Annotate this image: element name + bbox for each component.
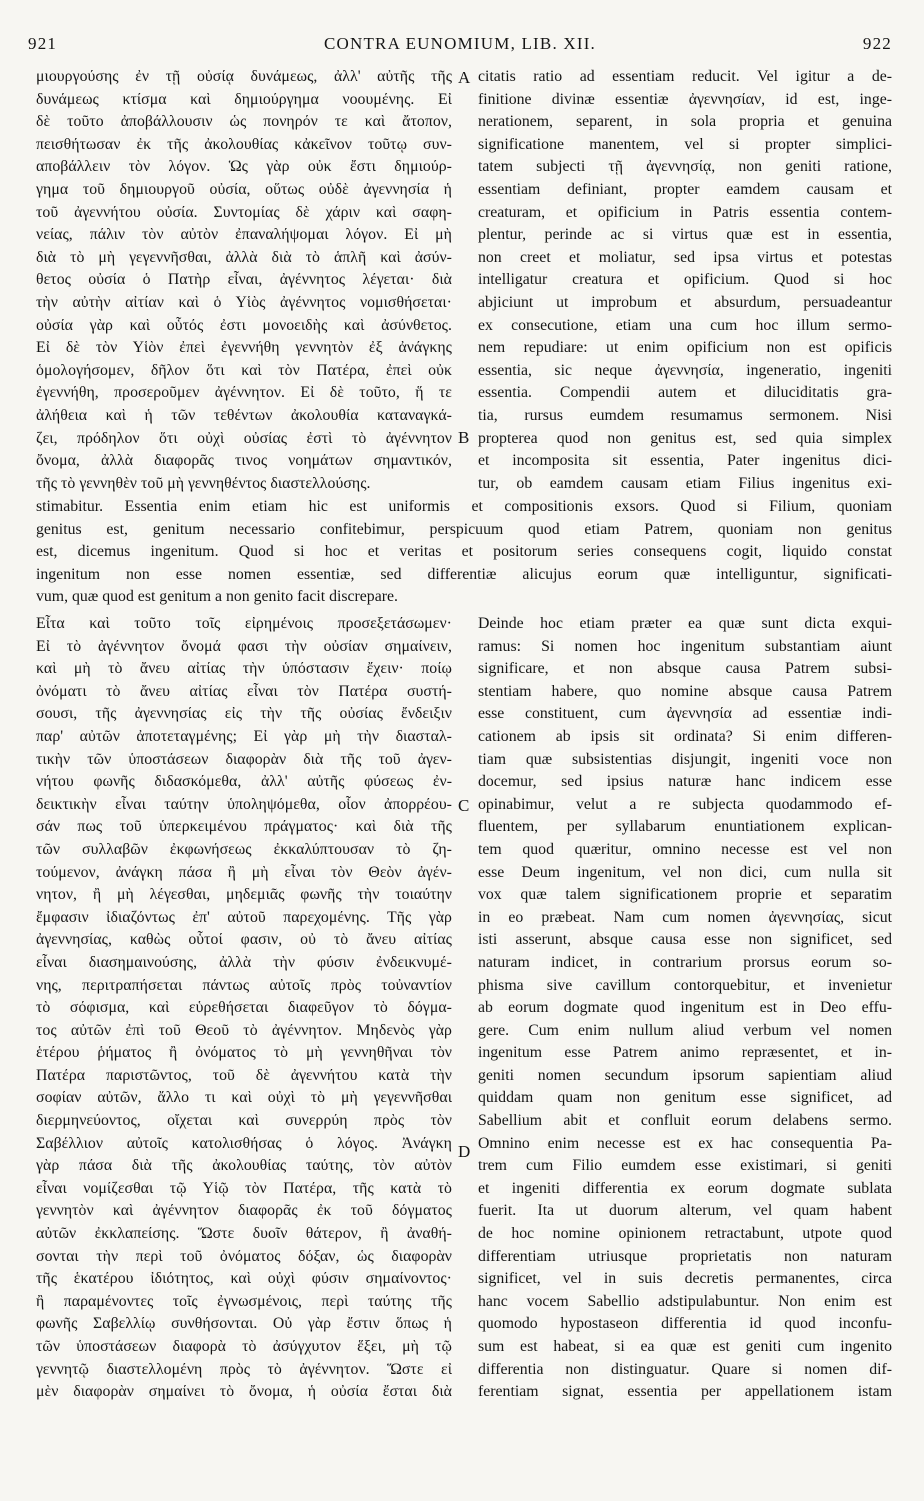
text-line: τοῦ ἀγεννήτου οὐσία. Συντομίας δὲ χάριν καὶ σαφη- [36,203,452,221]
text-line: differentiam utriusque proprietatis non naturam [478,1247,892,1265]
text-line: ramus: Si nomen hoc ingenitum substantiam aiunt [478,637,892,655]
text-line: νητον, ἢ μὴ λέγεσθαι, μηδεμιᾶς φωνῆς τὴν τοιαύτην [36,886,452,904]
text-line: διερμηνεύοντος, οἴχεται καὶ συνερρύη πρὸς τὸν [36,1112,452,1130]
text-line: θετος οὐσία ὁ Πατὴρ εἶναι, ἀγέννητος λέγεται· διὰ [36,271,452,289]
running-title: CONTRA EUNOMIUM, LIB. XII. [323,34,597,53]
text-line: ex consecutione, etiam una cum hoc illum sermo- [478,316,892,334]
text-line: quiddam quam non genitum esse significet, ad [478,1089,892,1107]
text-line: et incomposita sit essentia, Pater ingenitus dici- [478,452,892,470]
text-line: docemur, sed ipsius naturæ hanc indicem esse [478,773,892,791]
text-line: nerationem, separent, in sola propria et genuina [478,113,892,131]
text-line: τὸ σόφισμα, καὶ εὑρεθήσεται διαφεῦγον τὸ δόγμα- [36,999,452,1017]
text-line: nem repudiare: ut enim opificium non est opificis [478,339,892,357]
text-line: ἑτέρου ῥήματος ἢ ὀνόματος τὸ μὴ γεννηθῆναι τὸν [36,1044,452,1062]
text-line: cationem ab ipsis sit ordinata? Si enim differen- [478,727,892,745]
text-line: Εἰ δὲ τὸν Υἱὸν ἐπεὶ ἐγεννήθη γεννητὸν ἐξ ἀνάγκης [36,339,452,357]
text-line: φωνῆς Σαβελλίῳ συνθήσονται. Οὐ γὰρ ἔστιν ὅπως ἡ [36,1315,452,1333]
text-line: αὐτῶν ἐκκλαπείσης. Ὥστε δυοῖν θάτερον, ἢ ἀναθή- [36,1225,452,1243]
text-line: non creet et moliatur, sed ipsa virtus et potestas [478,248,892,266]
text-line: ferentiam signat, essentia per appellationem istam [478,1383,892,1401]
text-line: abjiciunt ut improbum et absurdum, persuadeantur [478,293,892,311]
top-latin-column [478,66,892,495]
text-line: γεννητὸν καὶ ἀγέννητον διαφορᾶς ἐκ τοῦ δόγματος [36,1202,452,1220]
text-line: ab eorum dogmate quod ingenitum est in Deo effu- [478,999,892,1017]
text-line: Omnino enim necesse est ex hac consequentia Pa- [478,1134,892,1152]
text-line: gere. Cum enim nullum aliud verbum vel nomen [478,1021,892,1039]
text-line: ingenitum non esse nomen essentiæ, sed differentiæ alicujus eorum quæ intelliguntur, significati- [36,565,892,583]
text-line: hanc vocem Sabellio adstipulabuntur. Non enim est [478,1292,892,1310]
bottom-greek-column [36,613,452,1404]
text-line: Deinde hoc etiam præter ea quæ sunt dicta exqui- [478,615,892,632]
text-line: Πατέρα παριστῶντος, τοῦ δὲ ἀγεννήτου κατὰ τὴν [36,1066,452,1084]
text-line: τῶν ὑποστάσεων διαφορὰ τὸ ἀσύγχυτον ἕξει, μὴ τῷ [36,1338,452,1355]
text-line: essentia, sic neque ἀγεννησία, ingeneratio, ingeniti [478,361,892,379]
text-line: ἀγεννησίας, καθὼς οὗτοί φασιν, οὐ τὸ ἄνευ αἰτίας [36,931,452,949]
text-line: finitione divinæ essentiæ ἀγεννησίαν, id est, inge- [478,90,892,108]
text-line: νείας, πάλιν τὸν αὐτὸν ἐπαναλήψομαι λόγον. Εἰ μὴ [36,226,452,244]
text-line: καὶ μὴ τὸ ἄνευ αἰτίας τὴν ὑπόστασιν ἔχειν· ποίῳ [36,660,452,678]
text-line: citatis ratio ad essentiam reducit. Vel igitur a de- [478,68,892,85]
text-line: est, dicemus ingenitum. Quod si hoc et veritas et positorum series consequens cogit, liquido constat [36,543,892,561]
text-line: stentiam habere, quo nomine absque causa Patrem [478,682,892,700]
text-line: vox quæ talem significationem proprie et separatim [478,886,892,904]
text-line: γημα τοῦ δημιουργοῦ οὐσία, οὕτως οὐδὲ ἀγεννησία ἡ [36,180,452,198]
text-line: differentia non distinguatur. Quare si nomen dif- [478,1360,892,1378]
text-line: εἶναι νομίζεσθαι τῷ Υἱῷ τὸν Πατέρα, τῆς κατὰ τὸ [36,1179,452,1197]
text-line: νήτου φωνῆς διδασκόμεθα, ἀλλ' αὐτῆς φύσεως ἐν- [36,773,452,791]
text-line: intelligatur creatura et opificium. Quod si hoc [478,271,892,289]
bottom-latin-column [478,613,892,1404]
text-line: ἢ παραμένοντες τοῖς ἐγνωσμένοις, περὶ ταύτης τῆς [36,1292,452,1310]
text-line: sum est habeat, si ea quæ est geniti cum ingenito [478,1338,892,1355]
text-line: esse constituent, cum ἀγεννησία ad essentiæ indi- [478,705,892,723]
margin-marker-b: B [458,428,470,447]
text-line: essentiam definiant, propter eamdem causam et [478,180,892,198]
text-line: δὲ τοῦτο ἀποβάλλουσιν ὡς πονηρόν τε καὶ ἄτοπον, [36,113,452,131]
top-greek-column [36,66,452,495]
text-line: et ingeniti differentia ex eorum dogmate sublata [478,1179,892,1197]
text-line: quomodo hypostaseon differentia id quod inconfu- [478,1315,892,1333]
text-line: ἐγεννήθη, προσεροῦμεν ἀγέννητον. Εἰ δὲ τοῦτο, ἥ τε [36,384,452,402]
running-header [28,34,892,58]
text-line: essentia. Compendii autem et diluciditatis gra- [478,384,892,402]
text-line: vum, quæ quod est genitum a non genito facit discrepare. [36,588,398,606]
text-line: ζει, πρόδηλον ὅτι οὐχὶ οὐσίας ἐστὶ τὸ ἀγέννητον [36,429,452,447]
text-line: significatione manentem, vel si propter simplici- [478,135,892,153]
text-line: naturam indicet, in contrarium prorsus eorum so- [478,953,892,971]
text-line: γὰρ πάσα διὰ τῆς ἀκολουθίας ταύτης, τὸν αὐτὸν [36,1157,452,1175]
text-line: Εἰ τὸ ἀγέννητον ὄνομά φασι τὴν οὐσίαν σημαίνειν, [36,637,452,655]
margin-marker-a: A [458,68,471,87]
text-line: τὴν αὐτὴν αἰτίαν καὶ ὁ Υἱὸς ἀγέννητος νομισθήσεται· [36,293,452,311]
text-line: Εἶτα καὶ τοῦτο τοῖς εἰρημένοις προσεξετάσωμεν· [36,615,452,632]
text-line: σάν πως τοῦ ὑπερκειμένου πράγματος· καὶ διὰ τῆς [36,818,452,836]
text-line: ὀνόματι τὸ ἄνευ αἰτίας εἶναι τὸν Πατέρα συστή- [36,682,452,700]
text-line: τος αὐτῶν ἐπὶ τοῦ Θεοῦ τὸ ἀγέννητον. Μηδενὸς γὰρ [36,1021,452,1039]
page-number-right: 922 [862,34,892,53]
text-line: ὁμολογήσομεν, δῆλον ὅτι καὶ τὸν Πατέρα, ἐπεὶ οὐκ [36,361,452,379]
text-line: σουσι, τῆς ἀγεννησίας εἰς τὴν τῆς οὐσίας ἔνδειξιν [36,705,452,723]
text-line: tur, ob eamdem causam etiam Filius ingenitus exi- [478,474,892,492]
text-line: trem cum Filio eumdem esse existimari, si geniti [478,1157,892,1175]
text-line: isti asserunt, absque causa esse non significet, sed [478,931,892,949]
text-line: significet, vel in suis decretis permanentes, circa [478,1270,892,1288]
text-line: εἶναι διασημαινούσης, ἀλλὰ τὴν φύσιν ἐνδεικνυμέ- [36,953,452,971]
text-line: διὰ τὸ μὴ γεγεννῆσθαι, ἀλλὰ διὰ τὸ ἁπλῆ καὶ ἀσύν- [36,248,452,266]
text-line: οὐσία γὰρ καὶ οὗτός ἐστι μονοειδὴς καὶ ἀσύνθετος. [36,316,452,334]
text-line: τούμενον, ἀνάγκη πάσα ἢ μὴ εἶναι τὸν Θεὸν ἀγέν- [36,863,452,881]
text-line: de hoc nomine opinionem retractabunt, utpote quod [478,1225,892,1243]
text-line: νης, περιτραπήσεται πάντως αὐτοῖς πρὸς τοὐναντίον [36,976,452,994]
text-line: plentur, perinde ac si virtus quæ est in essentia, [478,226,892,244]
text-line: stimabitur. Essentia enim etiam hic est uniformis et compositionis exsors. Quod si Filium, quoniam [36,498,892,515]
text-line: παρ' αὐτῶν ἀποτεταγμένης; Εἰ γὰρ μὴ τὴν διασταλ- [36,727,452,745]
text-line: ὄνομα, ἀλλὰ διαφορᾶς τινος νοημάτων σημαντικόν, [36,452,452,470]
text-line: ingenitum esse Patrem animo repræsentet, et in- [478,1044,892,1062]
text-line: δεικτικὴν εἶναι ταύτην ὑποληψόμεθα, οἷον ἀπορρέου- [36,795,452,813]
text-line: τῶν συλλαβῶν ἐκφωνήσεως ἐκκαλύπτουσαν τὸ ζη- [36,840,452,858]
text-line: in eo præbeat. Nam cum nomen ἀγεννησίας, sicut [478,908,892,926]
text-line: opinabimur, velut a re subjecta quodammodo ef- [478,795,892,813]
text-line: fuerit. Ita ut duorum alterum, vel quam habent [478,1202,892,1220]
text-line: γεννητῷ διαστελλομένη πρὸς τὸ ἀγέννητον. Ὥστε εἰ [36,1360,452,1378]
text-line: αποβάλλειν τὸν λόγον. Ὡς γὰρ οὐκ ἔστι δημιούρ- [36,158,452,176]
text-line: Σαβέλλιον αὐτοῖς κατολισθήσας ὁ λόγος. Ἀνάγκη [36,1134,452,1152]
margin-marker-c: C [458,796,470,815]
text-line: fluentem, per syllabarum enuntiationem explican- [478,818,892,836]
text-line: ἔμφασιν ἰδιαζόντως ἐπ' αὐτοῦ παρεχομένης. Τῆς γὰρ [36,908,452,926]
text-line: propterea quod non genitus est, sed quia simplex [478,429,892,447]
text-line: significare, et non absque causa Patrem subsi- [478,660,892,678]
text-line: tatem subjecti τῇ ἀγεννησίᾳ, non geniti ratione, [478,158,892,176]
text-line: tia, rursus eumdem resumamus sermonem. Nisi [478,406,892,424]
text-line: τικὴν τῶν ὑποστάσεων διαφορὰν διὰ τῆς τοῦ ἀγεν- [36,750,452,768]
full-width-latin-block [36,496,892,609]
page-number-left: 921 [28,34,58,53]
text-line: μιουργούσης ἐν τῇ οὐσίᾳ δυνάμεως, ἀλλ' αὐτῆς τῆς [36,68,452,85]
text-line: geniti nomen secundum ipsorum sapientiam aliud [478,1066,892,1084]
margin-marker-d: D [458,1142,471,1161]
text-line: τῆς ἑκατέρου ἰδιότητος, καὶ οὐχὶ φύσιν σημαίνοντος· [36,1270,452,1288]
text-line: tem quod quæritur, omnino necesse est vel non [478,840,892,858]
text-line: phisma sive cavillum contorquebitur, et invenietur [478,976,892,994]
text-line: creaturam, et opificium in Patris essentia contem- [478,203,892,221]
text-line: tiam quæ subsistentias disjungit, ingeniti voce non [478,750,892,768]
text-line: Sabellium abit et confluit eorum delabens sermo. [478,1112,892,1130]
text-line: πεισθήτωσαν ἐκ τῆς ἀκολουθίας κἀκεῖνον τοῦτῳ συν- [36,135,452,153]
text-line: esse Deum ingenitum, vel non dici, cum nulla sit [478,863,892,881]
text-line: σοφίαν αὐτῶν, ἄλλο τι καὶ οὐχὶ τὸ μὴ γεγεννῆσθαι [36,1089,452,1107]
text-line: genitus est, genitum necessario confitebimur, perspicuum quod etiam Patrem, quoniam non genitus [36,520,892,538]
text-line: τῆς τὸ γεννηθὲν τοῦ μὴ γεννηθέντος διαστελλούσης. [36,474,371,492]
text-line: σονται τὴν περὶ τοῦ ὀνόματος δόξαν, ὡς διαφορὰν [36,1247,452,1265]
text-line: ἀλήθεια καὶ ἡ τῶν τεθέντων ἀκολουθία καταναγκά- [36,406,452,424]
text-line: μὲν διαφορὰν σημαίνει τὸ ὄνομα, ἡ οὐσία ἔσται διὰ [36,1383,452,1401]
text-line: δυνάμεως κτίσμα καὶ δημιούργημα νοουμένης. Εἰ [36,90,452,108]
